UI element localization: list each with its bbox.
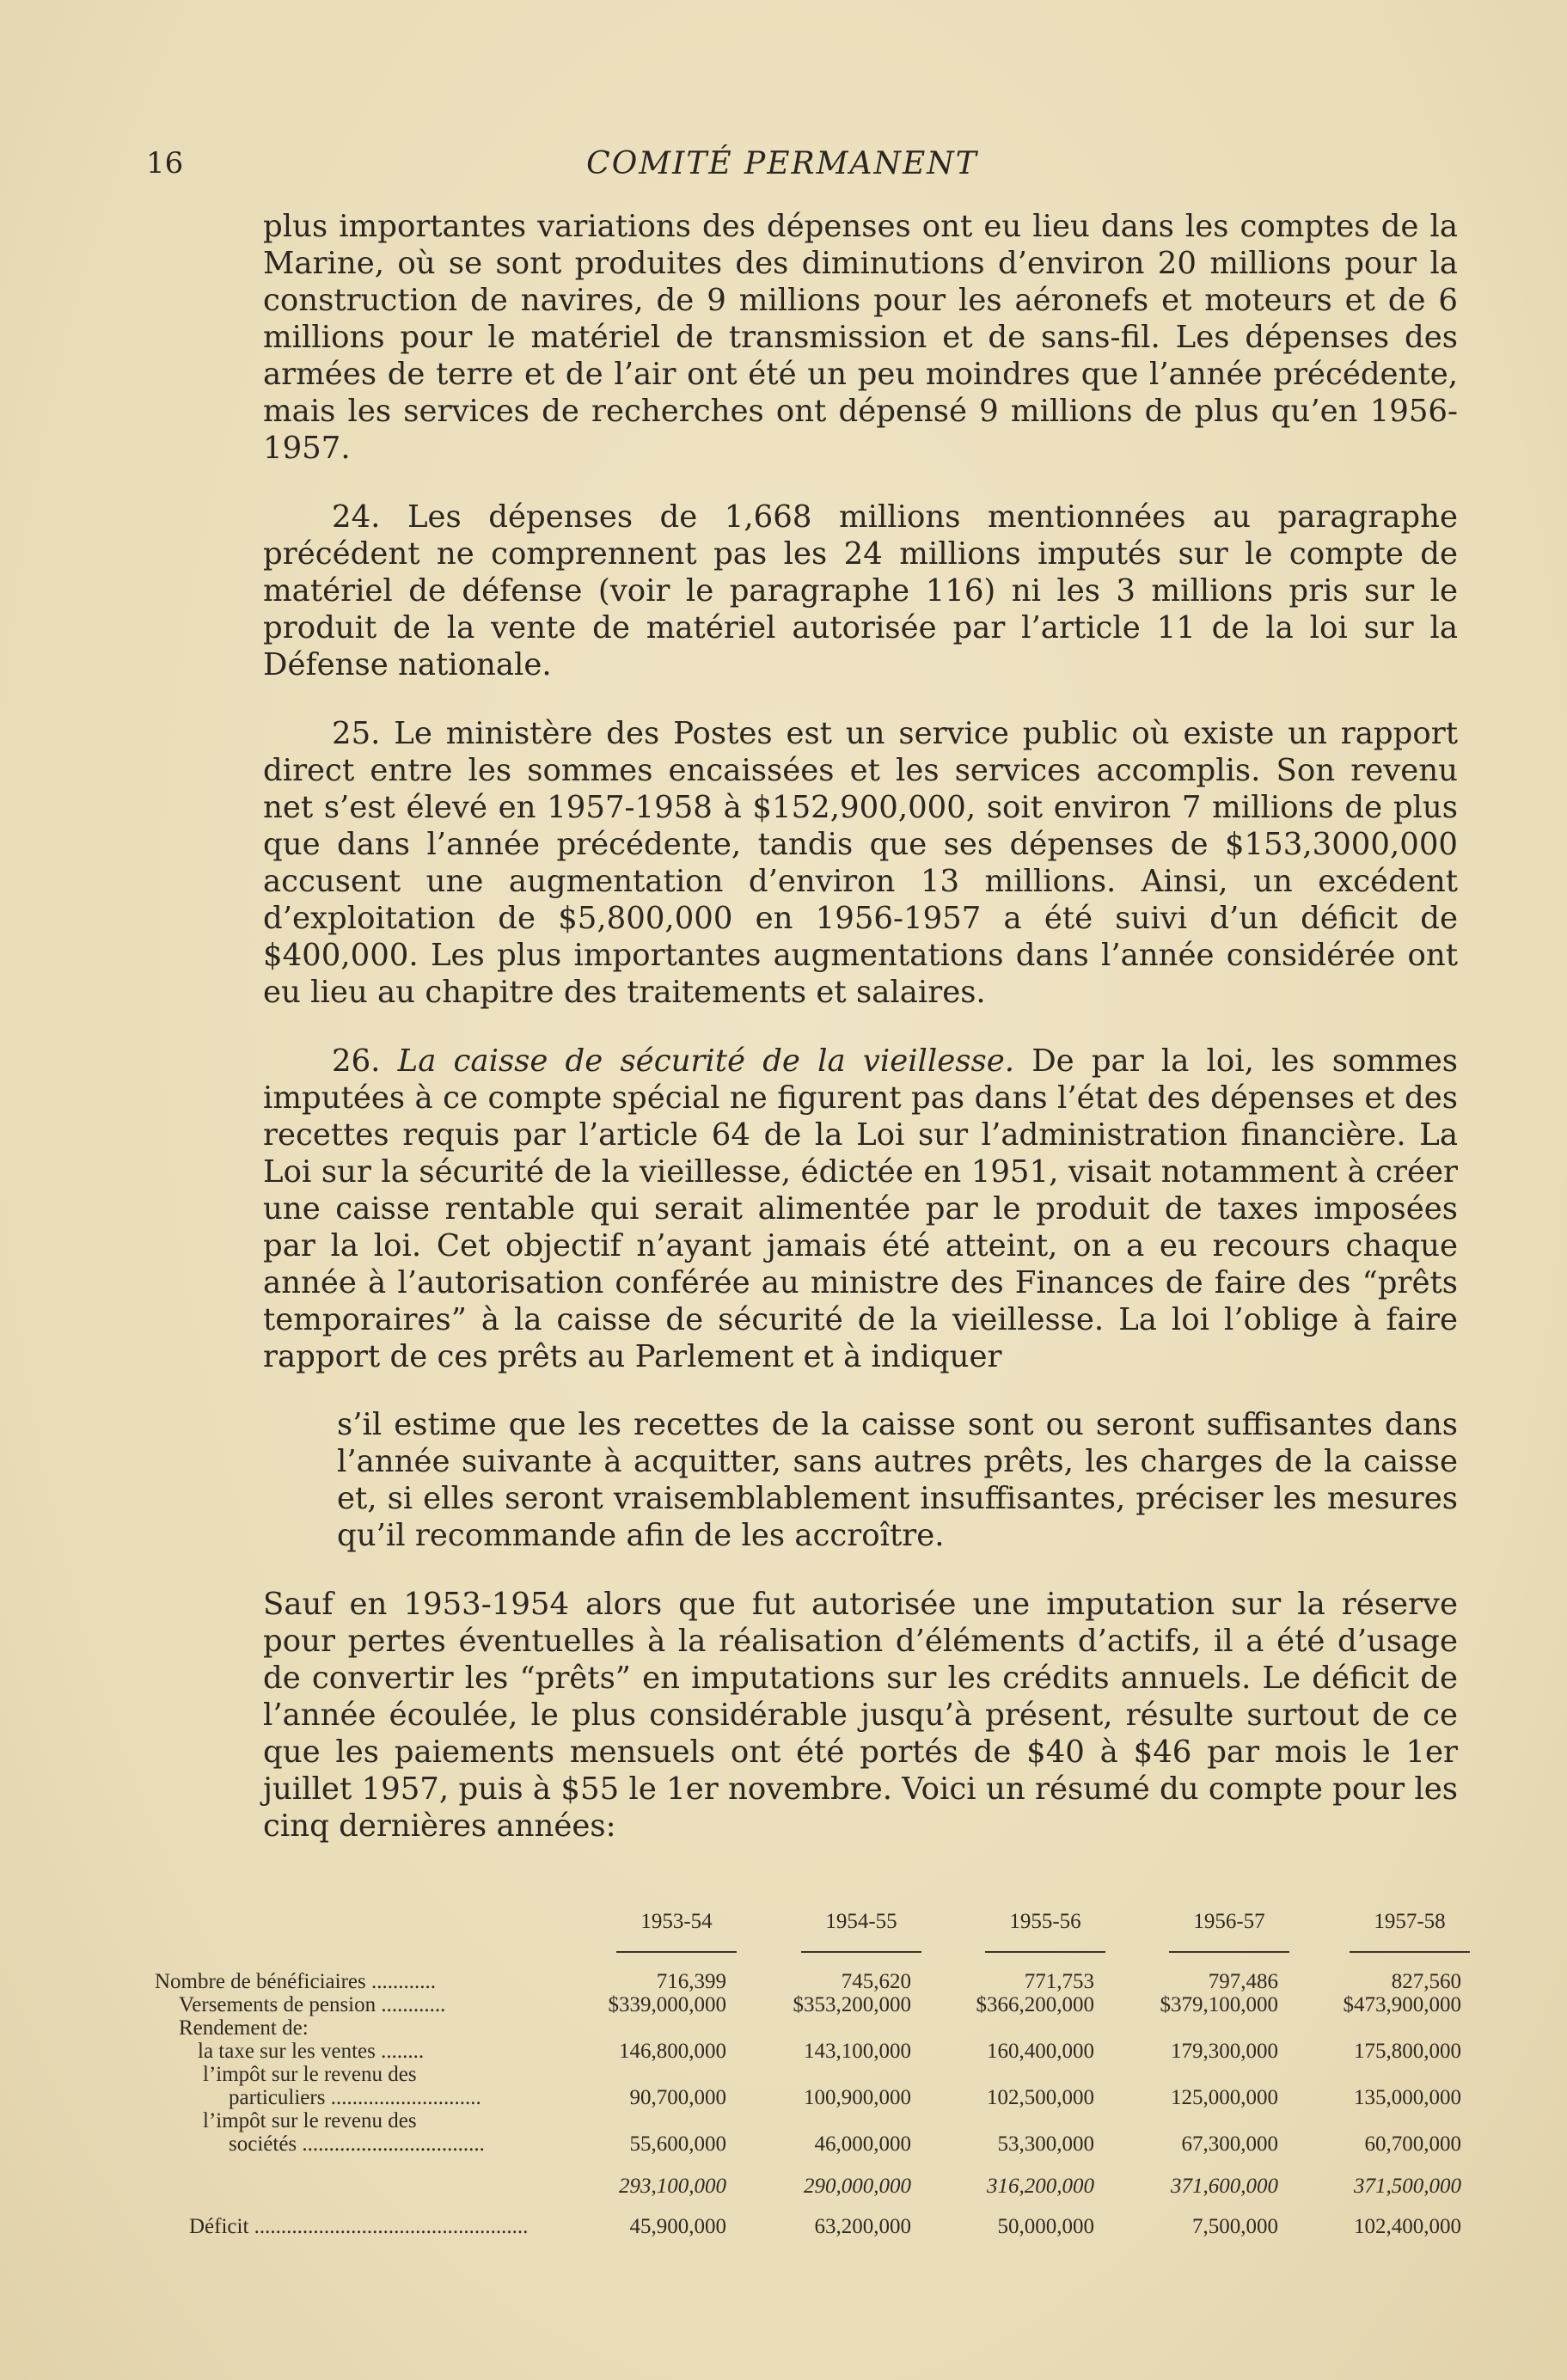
row-label: particuliers ............................ xyxy=(229,2086,481,2109)
table-cell: 771,753 xyxy=(1024,1970,1094,1993)
total-cell: 316,200,000 xyxy=(987,2175,1094,2198)
table-row xyxy=(155,2063,1478,2086)
table-spacer xyxy=(155,2156,1478,2175)
paragraph-25: 25. Le ministère des Postes est un service public où existe un rapport direct entre les sommes encaissées et les services accomplis. Son revenu net s’est élevé en 1957-1958 à $152,900,000, soit environ 7 millions de plus que dans l’année précédente, tandis que ses dépenses de $153,3000,000 accusent une augmentation d’environ 13 millions. Ainsi, un excédent d’exploitation de $5,800,000 en 1956-1957 a été suivi d’un déficit de $400,000. Les plus importantes augmentations dans l’année considérée ont eu lieu au chapitre des traitements et salaires. xyxy=(263,716,1458,1010)
table-header-row xyxy=(155,1910,1478,1961)
block-quote: s’il estime que les recettes de la caisse sont ou seront suffisantes dans l’année suivante à acquitter, sans autres prêts, les charges de la caisse et, si elles seront vraisemblablement insuffisantes, préciser les mesures qu’il recommande afin de les accroître. xyxy=(337,1407,1458,1553)
table-cell: $353,200,000 xyxy=(793,1993,911,2016)
table-cell: $339,000,000 xyxy=(608,1993,726,2016)
total-cell: 293,100,000 xyxy=(619,2175,726,2198)
year-underline xyxy=(985,1951,1105,1953)
table-cell: 67,300,000 xyxy=(1181,2132,1278,2156)
total-cell: 371,500,000 xyxy=(1354,2175,1461,2198)
table-row xyxy=(155,1993,1478,2016)
table-row xyxy=(155,2132,1478,2156)
year-header: 1957-58 xyxy=(1374,1910,1446,1933)
paragraph-26-number: 26. xyxy=(332,1043,381,1079)
deficit-cell: 102,400,000 xyxy=(1354,2215,1461,2238)
row-label: sociétés .................................. xyxy=(229,2132,485,2156)
running-head: COMITÉ PERMANENT xyxy=(586,146,978,181)
table-cell: 90,700,000 xyxy=(629,2086,726,2109)
table-cell: 46,000,000 xyxy=(814,2132,911,2156)
deficit-label: Déficit ................................................... xyxy=(189,2215,529,2238)
page-number: 16 xyxy=(146,146,184,180)
table-cell: 53,300,000 xyxy=(997,2132,1094,2156)
year-header: 1954-55 xyxy=(825,1910,897,1933)
year-underline xyxy=(1350,1951,1470,1953)
row-label: l’impôt sur le revenu des xyxy=(203,2109,417,2132)
table-cell: $379,100,000 xyxy=(1160,1993,1278,2016)
total-cell: 371,600,000 xyxy=(1171,2175,1278,2198)
deficit-cell: 63,200,000 xyxy=(814,2215,911,2238)
table-cell: 160,400,000 xyxy=(987,2040,1094,2063)
year-header: 1955-56 xyxy=(1009,1910,1081,1933)
totals-row xyxy=(155,2175,1478,2198)
table-cell: 146,800,000 xyxy=(619,2040,726,2063)
year-underline xyxy=(801,1951,921,1953)
table-row xyxy=(155,2109,1478,2132)
table-cell: 102,500,000 xyxy=(987,2086,1094,2109)
summary-table xyxy=(155,1910,1478,2238)
table-cell: 716,399 xyxy=(656,1970,726,1993)
page-header xyxy=(146,146,1418,198)
row-label: l’impôt sur le revenu des xyxy=(203,2063,417,2086)
deficit-cell: 50,000,000 xyxy=(997,2215,1094,2238)
year-underline xyxy=(616,1951,737,1953)
table-cell: 179,300,000 xyxy=(1171,2040,1278,2063)
row-label: Rendement de: xyxy=(179,2016,309,2040)
table-spacer xyxy=(155,2198,1478,2215)
paragraph-26-text: De par la loi, les sommes imputées à ce compte spécial ne figurent pas dans l’état des dépenses et des recettes requis par l’article 64 de la Loi sur l’administration financière. La Loi sur la sécurité de la vieillesse, édictée en 1951, visait notamment à créer une caisse rentable qui serait alimentée par le produit de taxes imposées par la loi. Cet objectif n’ayant jamais été atteint, on a eu recours chaque année à l’autorisation conférée au ministre des Finances de faire des “prêts temporaires” à la caisse de sécurité de la vieillesse. La loi l’oblige à faire rapport de ces prêts au Parlement et à indiquer xyxy=(263,1043,1458,1374)
table-row xyxy=(155,1970,1478,1993)
table-row xyxy=(155,2040,1478,2063)
paragraph-continued: plus importantes variations des dépenses ont eu lieu dans les comptes de la Marine, où se sont produites des diminutions d’environ 20 millions pour la construction de navires, de 9 millions pour les aéronefs et moteurs et de 6 millions pour le matériel de transmission et de sans-fil. Les dépenses des armées de terre et de l’air ont été un peu moindres que l’année précédente, mais les services de recherches ont dépensé 9 millions de plus qu’en 1956-1957. xyxy=(263,209,1458,466)
deficit-cell: 7,500,000 xyxy=(1192,2215,1278,2238)
table-spacer xyxy=(155,1961,1478,1970)
table-cell: 827,560 xyxy=(1391,1970,1461,1993)
table-cell: 745,620 xyxy=(841,1970,911,1993)
table-cell: 143,100,000 xyxy=(804,2040,911,2063)
row-label: Nombre de bénéficiaires ............ xyxy=(155,1970,436,1993)
paragraph-24: 24. Les dépenses de 1,668 millions mentionnées au paragraphe précédent ne comprennent pas les 24 millions imputés sur le compte de matériel de défense (voir le paragraphe 116) ni les 3 millions pris sur le produit de la vente de matériel autorisée par l’article 11 de la loi sur la Défense nationale. xyxy=(263,499,1458,682)
table-cell: 797,486 xyxy=(1208,1970,1278,1993)
table-row xyxy=(155,2016,1478,2040)
paragraph-26-title: La caisse de sécurité de la vieillesse. xyxy=(397,1043,1015,1079)
deficit-cell: 45,900,000 xyxy=(629,2215,726,2238)
deficit-row xyxy=(155,2215,1478,2238)
year-header: 1956-57 xyxy=(1193,1910,1265,1933)
total-cell: 290,000,000 xyxy=(804,2175,911,2198)
table-cell: $473,900,000 xyxy=(1343,1993,1461,2016)
table-row xyxy=(155,2086,1478,2109)
year-header: 1953-54 xyxy=(640,1910,713,1933)
paragraph-summary: Sauf en 1953-1954 alors que fut autorisée une imputation sur la réserve pour pertes éventuelles à la réalisation d’éléments d’actifs, il a été d’usage de convertir les “prêts” en imputations sur les crédits annuels. Le déficit de l’année écoulée, le plus considérable jusqu’à présent, résulte surtout de ce que les paiements mensuels ont été portés de $40 à $46 par mois le 1er juillet 1957, puis à $55 le 1er novembre. Voici un résumé du compte pour les cinq dernières années: xyxy=(263,1587,1458,1844)
table-cell: 60,700,000 xyxy=(1364,2132,1461,2156)
table-cell: 55,600,000 xyxy=(629,2132,726,2156)
body-text xyxy=(263,208,1458,1876)
row-label: la taxe sur les ventes ........ xyxy=(198,2040,425,2063)
table-cell: 100,900,000 xyxy=(804,2086,911,2109)
table-cell: 125,000,000 xyxy=(1171,2086,1278,2109)
year-underline xyxy=(1169,1951,1289,1953)
table-cell: $366,200,000 xyxy=(976,1993,1094,2016)
row-label: Versements de pension ............ xyxy=(179,1993,446,2016)
paragraph-26 xyxy=(263,1043,1458,1375)
table-cell: 175,800,000 xyxy=(1354,2040,1461,2063)
table-cell: 135,000,000 xyxy=(1354,2086,1461,2109)
